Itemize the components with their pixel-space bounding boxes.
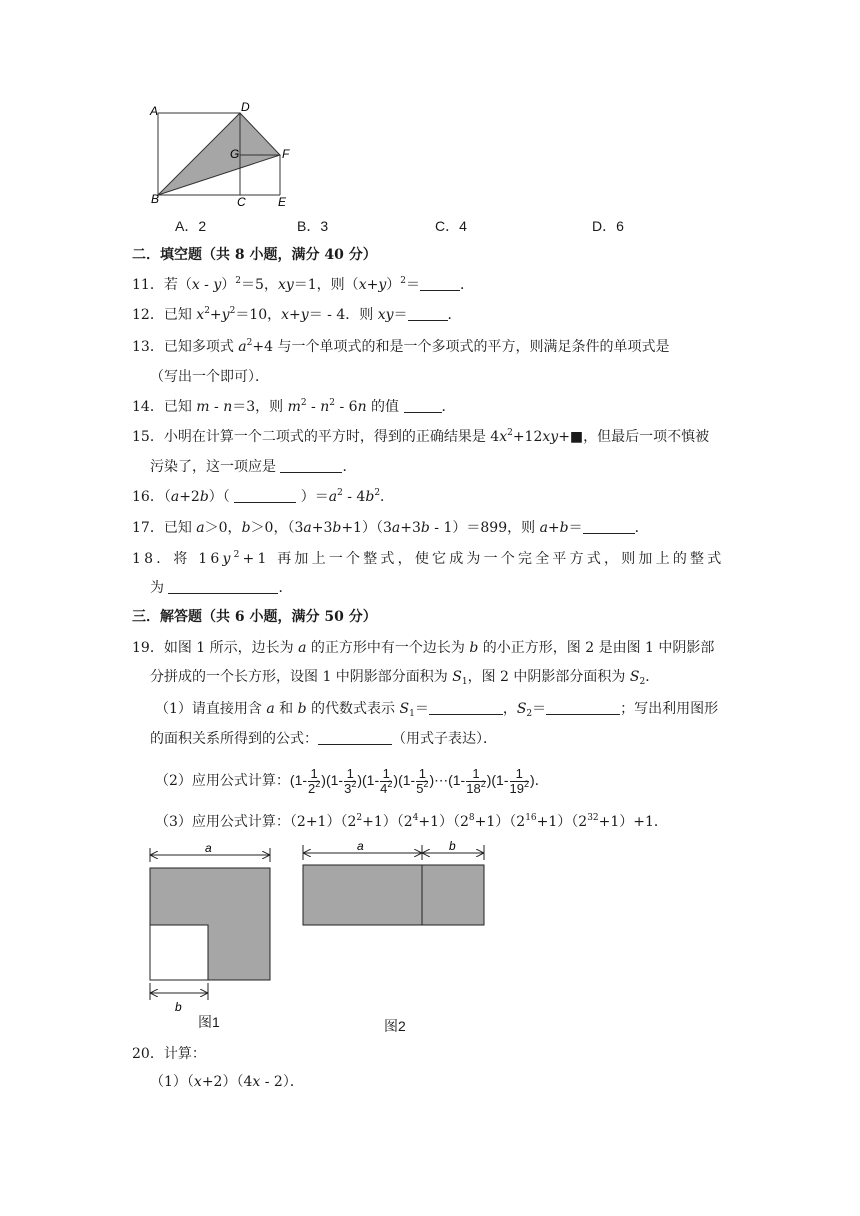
question-19-part2: （2）应用公式计算：(1- $\frac{1}{2^2}$ )(1- $\frac{1}{3^2}$ )(1- $\frac{1}{4^2}$ )(1- $\frac{1}{5^2}$ )⋯(1- $\frac{1}{18^2}$ )(1- $\frac{1}{19^2}$ ).	[155, 765, 540, 796]
label-G: G	[230, 147, 240, 161]
question-13-line2: （写出一个即可）．	[150, 369, 269, 385]
question-19-part1: （1）请直接用含 a 和 b 的代数式表示 $S_1=$ ，$S_2=$ ；写出利用图形	[155, 701, 719, 719]
answer-blank	[168, 579, 278, 594]
answer-blank	[429, 700, 503, 715]
product-term: (1- $\frac{1}{4^2}$ )	[362, 765, 399, 796]
question-13: 13．已知多项式 $a^2+4$ 与一个单项式的和是一个多项式的平方，则满足条件的单项式是	[132, 338, 670, 355]
label-E: E	[278, 195, 287, 209]
answer-blank	[318, 730, 392, 745]
question-11: 11．若（x - y）$^2$＝5，xy＝1，则$(x+y)^2=$ ．	[132, 276, 474, 293]
choice-c: C．4	[435, 218, 467, 234]
question-16: 16．（a+2b）（ ）$=a^2 - 4b^2$．	[132, 488, 395, 505]
answer-blank	[404, 398, 442, 413]
label-D: D	[241, 100, 250, 114]
fraction: $\frac{1}{2^2}$	[308, 765, 321, 796]
question-15-line2: 污染了，这一项应是 ．	[150, 459, 357, 475]
fraction: $\frac{1}{5^2}$	[416, 765, 429, 796]
choice-b: B．3	[297, 218, 329, 234]
answer-blank	[546, 700, 620, 715]
choice-d: D．6	[592, 218, 624, 234]
answer-blank	[408, 306, 448, 321]
question-20-part1: （1）（x+2）（4x - 2）．	[150, 1074, 304, 1090]
answer-blank	[420, 276, 460, 291]
product-term: (1- $\frac{1}{19^2}$ )	[491, 765, 535, 796]
question-18-line2: 为 ．	[150, 580, 293, 596]
fig1-a-label: a	[205, 841, 212, 855]
question-12: 12．已知 $x^2+y^2=10$，x+y＝ - 4．则 xy＝ ．	[132, 306, 462, 323]
answer-blank	[234, 488, 296, 503]
fig1-b-label: b	[175, 1000, 182, 1014]
question-20: 20．计算：	[132, 1046, 206, 1062]
figure-1-caption: 图1	[198, 1014, 220, 1030]
fraction: $\frac{1}{18^2}$	[466, 765, 486, 796]
figure-1	[140, 840, 280, 1040]
fraction: $\frac{1}{4^2}$	[380, 765, 393, 796]
section-3-title: 三．解答题（共 6 小题，满分 50 分）	[132, 609, 377, 625]
product-term: (1- $\frac{1}{5^2}$ )	[398, 765, 435, 796]
question-18: 18．将 $16y^2+1$ 再加上一个整式，使它成为一个完全平方式，则加上的整式	[132, 550, 725, 567]
figure-2-caption: 图2	[384, 1018, 406, 1034]
question-14: 14．已知 m - n＝3，则 $m^2 - n^2 - 6n$ 的值 ．	[132, 398, 456, 415]
question-19-part1-line2: 的面积关系所得到的公式： （用式子表达）．	[150, 731, 497, 747]
fig2-b-label: b	[449, 840, 456, 853]
label-B: B	[151, 192, 160, 206]
choice-a: A．2	[175, 218, 207, 234]
label-F: F	[282, 147, 290, 161]
question-19-part3: （3）应用公式计算：$(2+1)(2^2+1)(2^4+1)(2^8+1)(2^{16}+1)(2^{32}+1)+1$．	[155, 813, 668, 830]
ellipsis: ⋯	[434, 772, 449, 788]
fig2-a-label: a	[357, 840, 364, 853]
section-2-title: 二．填空题（共 8 小题，满分 40 分）	[132, 247, 377, 263]
product-term: (1- $\frac{1}{3^2}$ )	[325, 765, 363, 796]
question-19-line1: 19．如图 1 所示，边长为 a 的正方形中有一个边长为 b 的小正方形，图 2 是由图 1 中阴影部	[132, 640, 715, 656]
question-19-line2: 分拼成的一个长方形，设图 1 中阴影部分面积为 $S_1$，图 2 中阴影部分面积为 $S_2$．	[150, 669, 660, 687]
geometry-figure	[140, 100, 310, 210]
label-C: C	[237, 195, 246, 209]
fraction: $\frac{1}{3^2}$	[344, 765, 357, 796]
fraction: $\frac{1}{19^2}$	[509, 765, 529, 796]
answer-blank	[583, 519, 635, 534]
product-term: (1- $\frac{1}{2^2}$ )	[289, 765, 326, 796]
product-term: (1- $\frac{1}{18^2}$ )	[448, 765, 492, 796]
answer-blank	[280, 458, 342, 473]
question-17: 17．已知 a＞0，b＞0，（3a+3b+1）（3a+3b - 1）＝899，则 a+b＝ ．	[132, 520, 649, 536]
figure-2	[295, 840, 495, 935]
question-15: 15．小明在计算一个二项式的平方时，得到的正确结果是 $4x^2+12xy+■$，但最后一项不慎被	[132, 428, 710, 445]
label-A: A	[150, 104, 159, 118]
